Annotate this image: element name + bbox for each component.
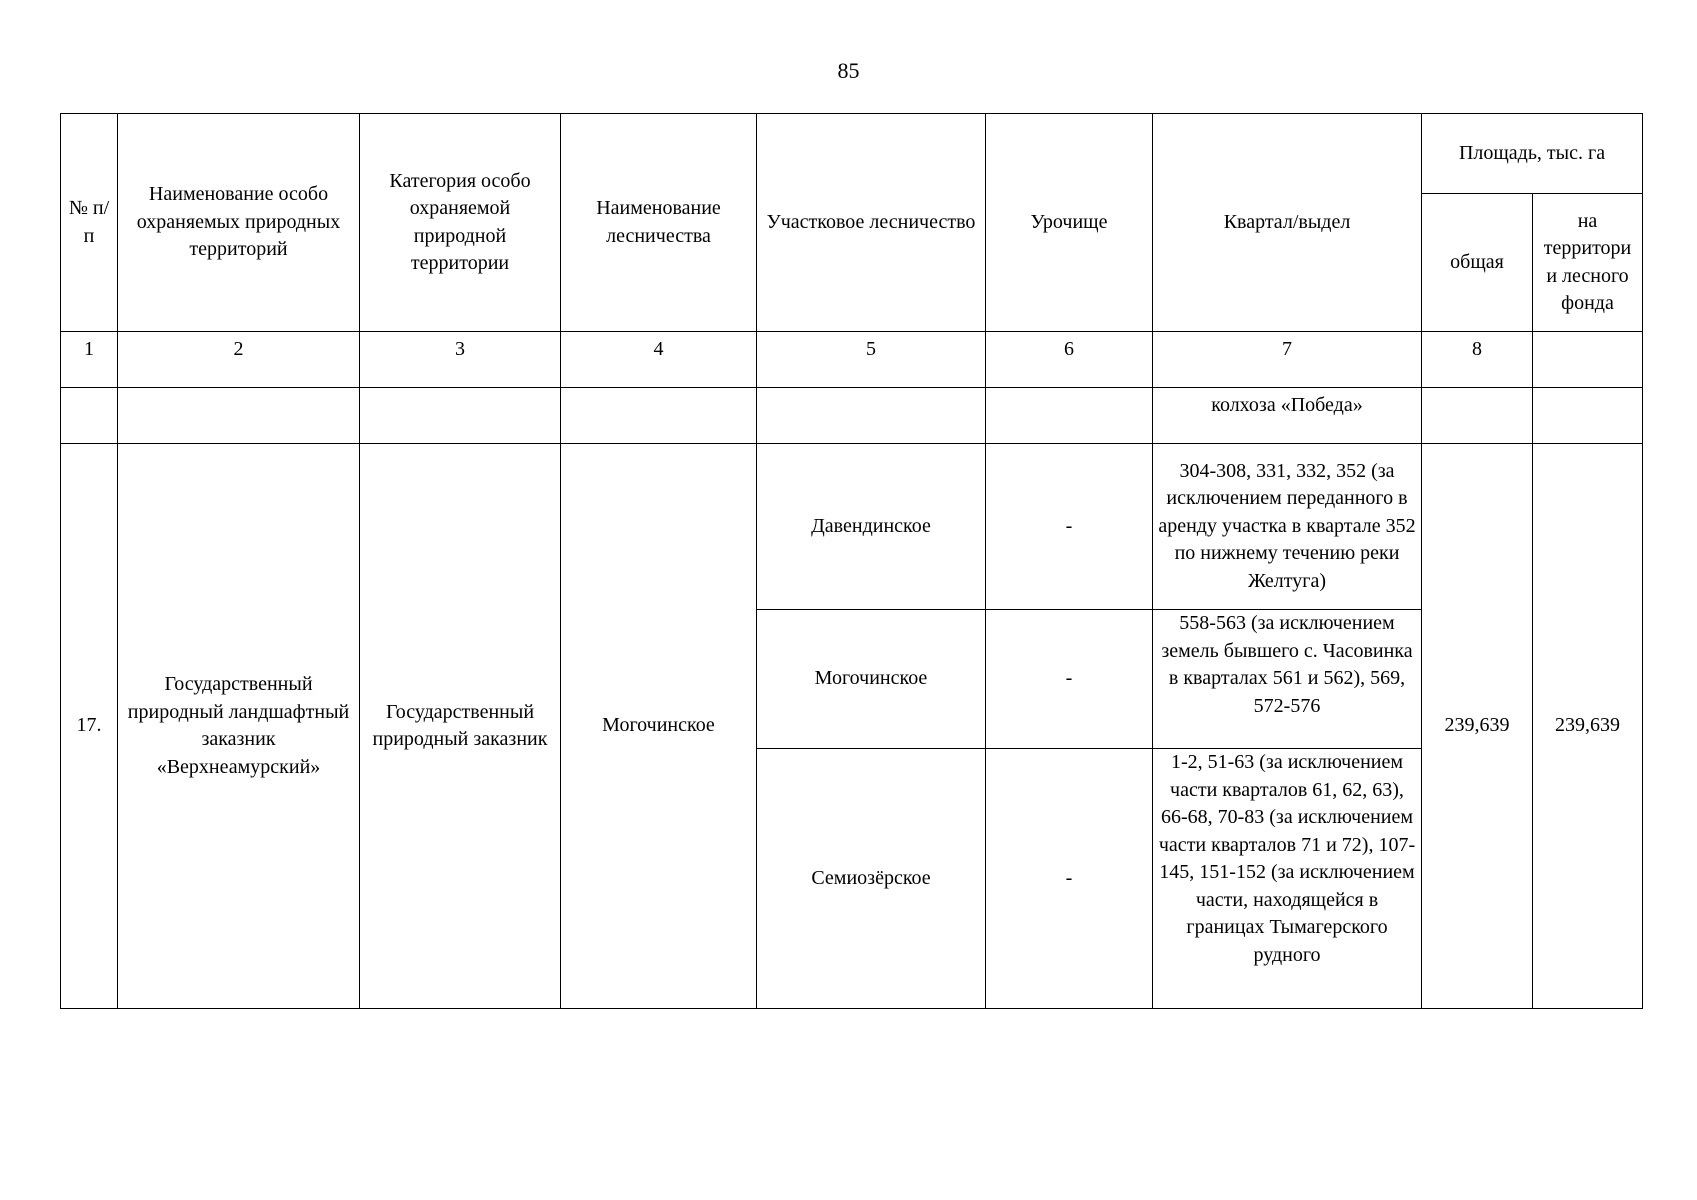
record-quarters: 558-563 (за исключением земель бывшего с. Часовинка в кварталах 561 и 562), 569, 572-576 <box>1153 610 1422 749</box>
continuation-cell <box>1422 388 1533 444</box>
header-area-total: общая <box>1422 194 1533 332</box>
record-number: 17. <box>61 444 118 1009</box>
continuation-cell <box>360 388 561 444</box>
record-area-forest-fund: 239,639 <box>1533 444 1643 1009</box>
column-number: 6 <box>986 332 1153 388</box>
continuation-cell <box>61 388 118 444</box>
page-number: 85 <box>837 58 860 83</box>
record-district: Семиозёрское <box>757 749 986 1009</box>
header-tract: Урочище <box>986 114 1153 332</box>
record-category: Государственный природный заказник <box>360 444 561 1009</box>
continuation-cell <box>1533 388 1643 444</box>
record-tract: - <box>986 749 1153 1009</box>
record-quarters: 1-2, 51-63 (за исключением части кварталов 61, 62, 63), 66-68, 70-83 (за исключением части кварталов 71 и 72), 107-145, 151-152 (за исключением части, находящейся в границах Тымагерского рудного <box>1153 749 1422 1009</box>
record-area-total: 239,639 <box>1422 444 1533 1009</box>
record-tract: - <box>986 444 1153 610</box>
continuation-cell <box>986 388 1153 444</box>
record-district: Давендинское <box>757 444 986 610</box>
column-number <box>1533 332 1643 388</box>
header-category: Категория особо охраняемой природной территории <box>360 114 561 332</box>
column-number: 7 <box>1153 332 1422 388</box>
header-area-group: Площадь, тыс. га <box>1422 114 1643 194</box>
record-district: Могочинское <box>757 610 986 749</box>
record-tract: - <box>986 610 1153 749</box>
header-number: № п/п <box>61 114 118 332</box>
record-quarters: 304-308, 331, 332, 352 (за исключением переданного в аренду участка в квартале 352 по нижнему течению реки Желтуга) <box>1153 444 1422 610</box>
column-number: 2 <box>118 332 360 388</box>
continuation-row <box>61 388 1643 444</box>
header-row-1 <box>61 114 1643 194</box>
protected-areas-table <box>60 113 1643 1009</box>
record-forestry: Могочинское <box>561 444 757 1009</box>
header-quarter: Квартал/выдел <box>1153 114 1422 332</box>
continuation-cell <box>561 388 757 444</box>
header-forestry-name: Наименование лесничества <box>561 114 757 332</box>
continuation-cell <box>118 388 360 444</box>
column-number: 3 <box>360 332 561 388</box>
column-numbers-row <box>61 332 1643 388</box>
header-area-name: Наименование особо охраняемых природных территорий <box>118 114 360 332</box>
record-row-1 <box>61 444 1643 610</box>
column-number: 8 <box>1422 332 1533 388</box>
column-number: 4 <box>561 332 757 388</box>
column-number: 5 <box>757 332 986 388</box>
header-district-forestry: Участковое лесничество <box>757 114 986 332</box>
column-number: 1 <box>61 332 118 388</box>
record-area-name: Государственный природный ландшафтный заказник «Верхнеамурский» <box>118 444 360 1009</box>
continuation-cell <box>757 388 986 444</box>
header-area-forest-fund: на территори и лесного фонда <box>1533 194 1643 332</box>
continuation-quarter: колхоза «Победа» <box>1153 388 1422 444</box>
